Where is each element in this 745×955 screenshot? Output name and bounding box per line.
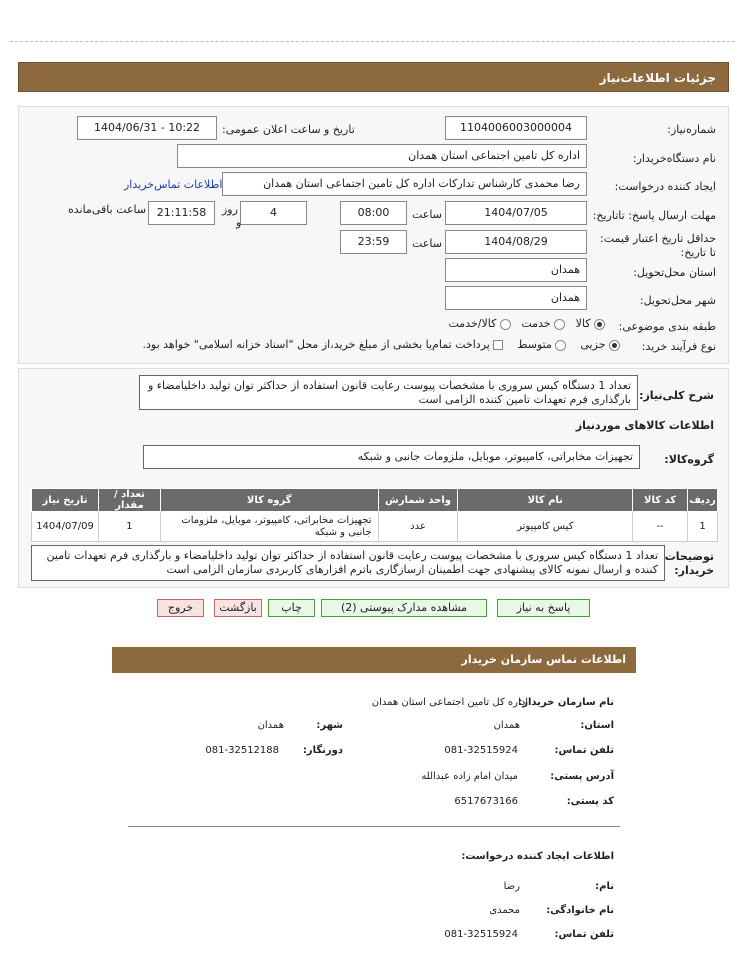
process-radio-group	[108, 338, 620, 351]
cell-name: کیس کامپیوتر	[458, 512, 633, 542]
process-radio-minor[interactable]	[609, 340, 620, 351]
deadline-time-label: ساعت	[412, 208, 442, 221]
remaining-label: ساعت باقی‌مانده	[68, 203, 147, 216]
province-field: همدان	[445, 258, 587, 282]
category-radio-group	[425, 317, 605, 330]
city-field: همدان	[445, 286, 587, 310]
th-row: ردیف	[688, 489, 718, 512]
buyer-contact-link[interactable]: اطلاعات تماس‌خریدار	[124, 178, 223, 191]
goods-group-label: گروه‌کالا:	[664, 453, 714, 466]
deadline-date-field: 1404/07/05	[445, 201, 587, 225]
deadline-time-field: 08:00	[340, 201, 407, 225]
page-header	[18, 62, 729, 92]
category-radio-goods[interactable]	[594, 319, 605, 330]
notes-label: توضیحات خریدار:	[664, 550, 714, 577]
process-label: نوع فرآیند خرید:	[641, 340, 716, 353]
validity-time-label: ساعت	[412, 237, 442, 250]
process-radio-medium[interactable]	[555, 340, 566, 351]
category-option-service: خدمت	[521, 317, 551, 330]
contact-fax-value: 081-32512188	[205, 745, 279, 756]
summary-box: تعداد 1 دستگاه کیس سروری با مشخصات پیوست رعایت قانون استفاده از حداکثر توان تولید داخلیامضاء و بارگذاری فرم تعهدات تامین کننده الزامی است	[139, 375, 638, 410]
category-label: طبقه بندی موضوعی:	[618, 320, 716, 333]
contact-address-label: آدرس پستی:	[550, 771, 614, 782]
cell-row: 1	[688, 512, 718, 542]
cell-code: --	[633, 512, 688, 542]
category-option-goods-service: کالا/خدمت	[448, 317, 497, 330]
contact-phone-label: تلفن تماس:	[554, 745, 614, 756]
requester-label: ایجاد کننده درخواست:	[614, 180, 716, 193]
process-option-minor: جزیی	[580, 338, 606, 351]
contact-city-value: همدان	[257, 720, 284, 731]
category-radio-goods-service[interactable]	[500, 319, 511, 330]
th-unit: واحد شمارش	[378, 489, 458, 512]
validity-date-field: 1404/08/29	[445, 230, 587, 254]
creator-name-value: رضا	[503, 881, 520, 892]
cell-date: 1404/07/09	[32, 512, 99, 542]
back-button[interactable]: بازگشت	[214, 599, 262, 617]
treasury-note: پرداخت تمام‌یا بخشی از مبلغ خرید،از محل "اسناد خزانه اسلامی" خواهد بود.	[142, 338, 490, 351]
print-button[interactable]: چاپ	[268, 599, 315, 617]
creator-phone-value: 081-32515924	[444, 929, 518, 940]
validity-label: حداقل تاریخ اعتبار قیمت: تا تاریخ:	[600, 232, 716, 259]
goods-group-box: تجهیزات مخابراتی، کامپیوتر، موبایل، ملزومات جانبی و شبکه	[143, 445, 640, 469]
top-divider	[10, 41, 735, 42]
category-option-goods: کالا	[575, 317, 591, 330]
buyer-org-field: اداره کل تامین اجتماعی استان همدان	[177, 144, 587, 168]
category-radio-service[interactable]	[554, 319, 565, 330]
city-label: شهر محل‌تحویل:	[639, 294, 716, 307]
validity-time-field: 23:59	[340, 230, 407, 254]
th-qty: تعداد / مقدار	[99, 489, 161, 512]
contact-postal-label: کد پستی:	[566, 796, 614, 807]
deadline-label: مهلت ارسال پاسخ: تاتاریخ:	[592, 209, 716, 222]
creator-family-value: محمدی	[489, 905, 520, 916]
province-label: استان محل‌تحویل:	[633, 266, 716, 279]
creator-title: اطلاعات ایجاد کننده درخواست:	[461, 851, 614, 862]
th-group: گروه کالا	[160, 489, 378, 512]
need-number-label: شماره‌نیاز:	[667, 123, 716, 136]
contact-province-value: همدان	[493, 720, 520, 731]
th-name: نام کالا	[458, 489, 633, 512]
contact-phone-value: 081-32515924	[444, 745, 518, 756]
contact-postal-value: 6517673166	[454, 796, 518, 807]
table-row	[32, 512, 718, 542]
contact-header	[112, 647, 636, 673]
contact-city-label: شهر:	[316, 720, 343, 731]
buyer-org-label: نام دستگاه‌خریدار:	[632, 152, 716, 165]
announce-label: تاریخ و ساعت اعلان عمومی:	[222, 123, 355, 136]
th-code: کد کالا	[633, 489, 688, 512]
process-option-medium: متوسط	[517, 338, 552, 351]
page-title: جزئیات اطلاعات‌نیاز	[599, 71, 716, 85]
and-label: و	[236, 216, 242, 229]
contact-divider	[128, 826, 620, 827]
contact-address-value: میدان امام زاده عبدالله	[421, 771, 518, 782]
summary-label: شرح کلی‌نیاز:	[639, 389, 714, 402]
exit-button[interactable]: خروج	[157, 599, 204, 617]
goods-table	[31, 488, 718, 542]
th-date: تاریخ نیاز	[32, 489, 99, 512]
cell-unit: عدد	[378, 512, 458, 542]
contact-province-label: استان:	[580, 720, 614, 731]
cell-qty: 1	[99, 512, 161, 542]
contact-title: اطلاعات تماس سازمان خریدار	[461, 653, 626, 666]
creator-phone-label: تلفن تماس:	[554, 929, 614, 940]
contact-fax-label: دورنگار:	[302, 745, 343, 756]
reply-button[interactable]: پاسخ به نیاز	[497, 599, 590, 617]
need-number-field: 1104006003000004	[445, 116, 587, 140]
cell-group: تجهیزات مخابراتی، کامپیوتر، موبایل، ملزومات جانبی و شبکه	[160, 512, 378, 542]
remaining-time-field: 21:11:58	[148, 201, 215, 225]
view-documents-button[interactable]: مشاهده مدارک پیوستی (2)	[321, 599, 487, 617]
notes-box: تعداد 1 دستگاه کیس سروری با مشخصات پیوست رعایت قانون استفاده از حداکثر توان تولید داخلیامضاء و بارگذاری فرم تعهدات تامین کننده و ارسال نمونه کالای پیشنهادی جهت اطمینان ازسازگاری باترم افزارهای کاربردی سازمان الزامی است	[31, 545, 665, 581]
contact-org-label: نام سازمان خریدار:	[518, 697, 614, 708]
announce-field: 1404/06/31 - 10:22	[77, 116, 217, 140]
table-header-row	[32, 489, 718, 512]
treasury-checkbox[interactable]	[493, 340, 503, 350]
remaining-days-field: 4	[240, 201, 307, 225]
requester-field: رضا محمدی کارشناس تدارکات اداره کل تامین اجتماعی استان همدان	[222, 172, 587, 196]
creator-family-label: نام خانوادگی:	[546, 905, 614, 916]
goods-info-label: اطلاعات کالاهای موردنیاز	[575, 419, 714, 432]
days-label: روز	[222, 203, 238, 216]
creator-name-label: نام:	[595, 881, 614, 892]
contact-org-value: اداره کل تامین اجتماعی استان همدان	[371, 697, 528, 708]
